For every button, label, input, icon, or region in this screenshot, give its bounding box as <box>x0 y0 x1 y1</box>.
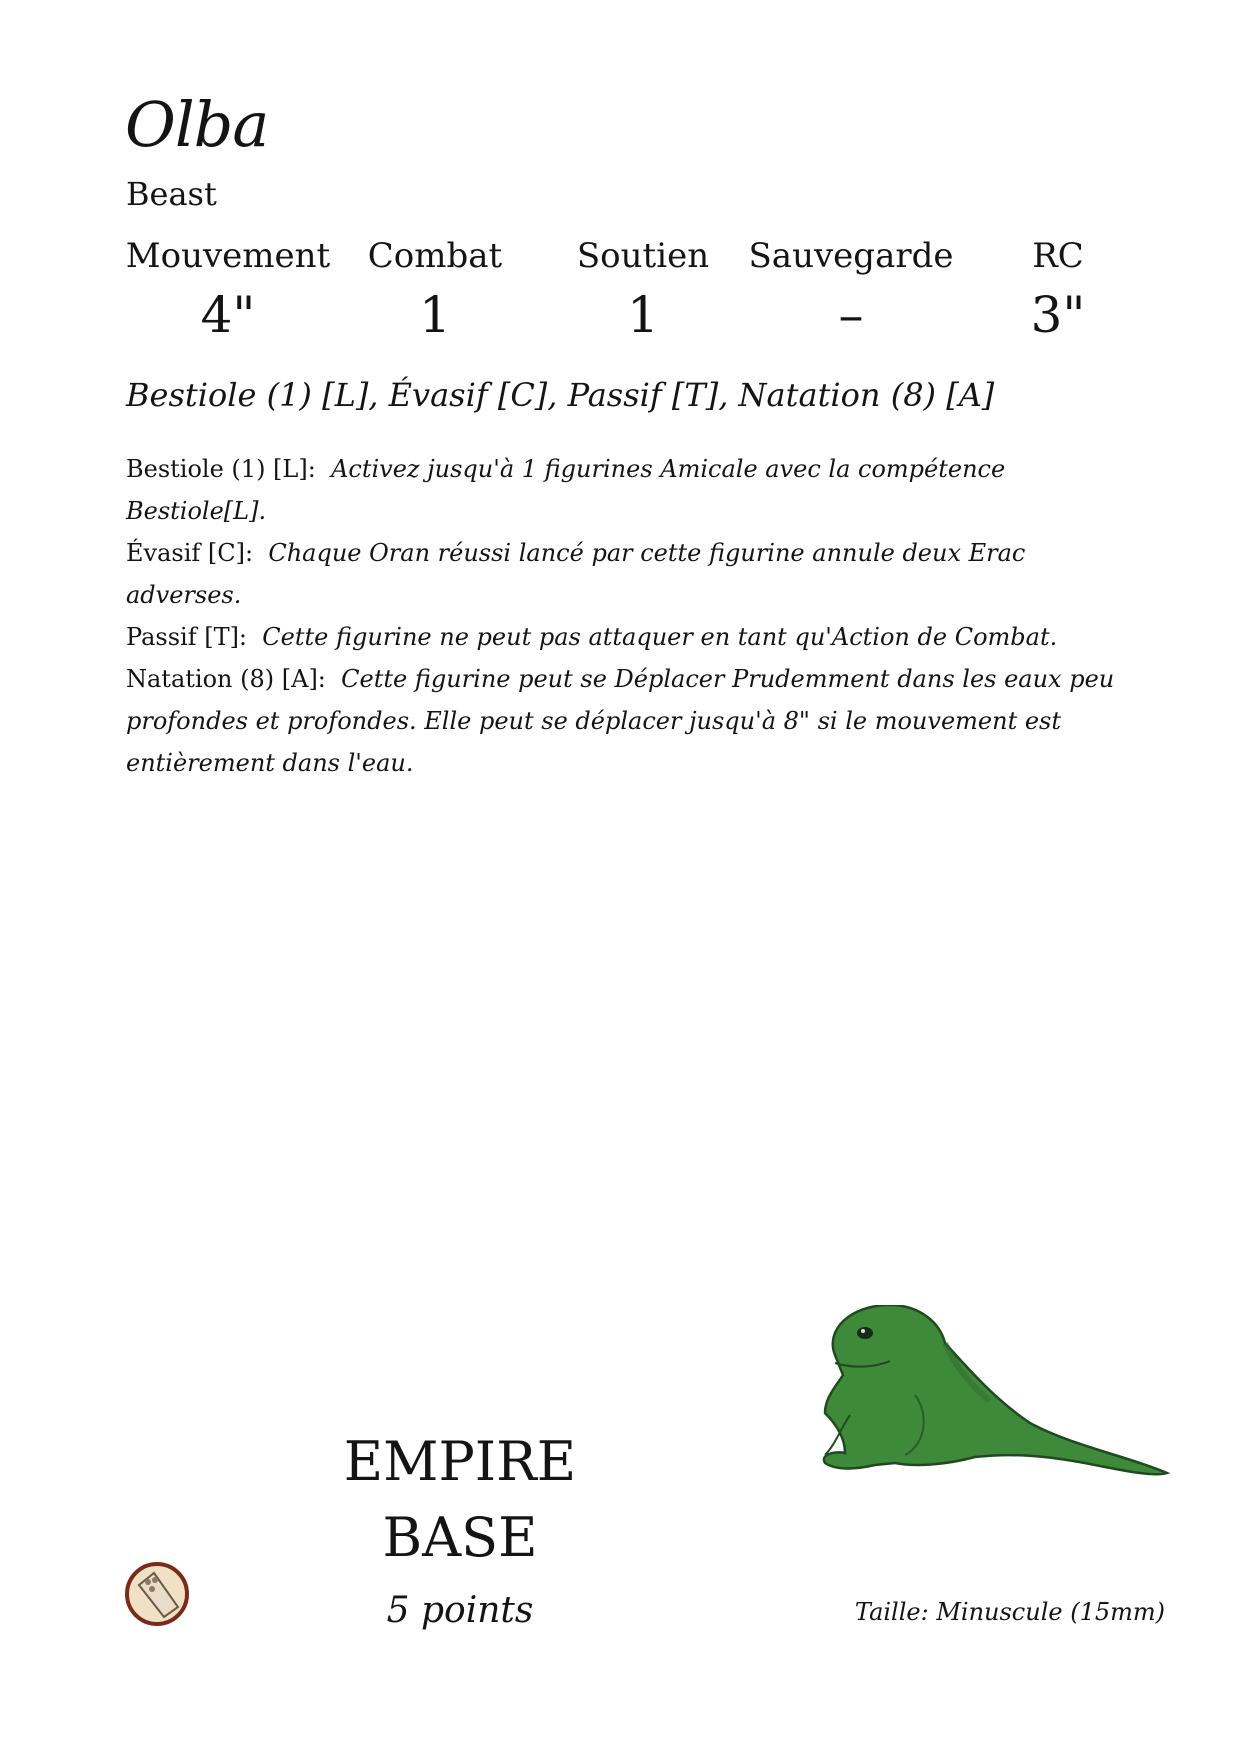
stat-value: 1 <box>627 286 659 344</box>
rule-natation <box>126 658 1126 784</box>
stats-row <box>0 236 1241 356</box>
rule-text: Activez jusqu'à 1 figurines Amicale avec la compétence Bestiole[L]. <box>126 455 1006 525</box>
hand-emblem-icon <box>124 1561 190 1627</box>
stat-label: Sauvegarde <box>748 236 954 276</box>
stat-label: RC <box>1032 236 1084 276</box>
rule-text: Chaque Oran réussi lancé par cette figurine annule deux Erac adverses. <box>126 539 1026 609</box>
card-title: Olba <box>125 88 269 161</box>
rule-name: Évasif [C]: <box>126 539 254 567</box>
rules-list <box>126 448 1126 784</box>
rule-name: Passif [T]: <box>126 623 248 651</box>
stat-label: Soutien <box>576 236 710 276</box>
stat-value: – <box>838 286 864 344</box>
stat-value: 1 <box>419 286 451 344</box>
stat-value: 3" <box>1030 286 1086 344</box>
rule-passif <box>126 616 1126 658</box>
stat-label: Mouvement <box>125 236 331 276</box>
rule-name: Natation (8) [A]: <box>126 665 326 693</box>
rule-text: Cette figurine ne peut pas attaquer en tant qu'Action de Combat. <box>262 623 1058 651</box>
rule-bestiole <box>126 448 1126 532</box>
keywords-line: Bestiole (1) [L], Évasif [C], Passif [T], Natation (8) [A] <box>126 376 995 414</box>
card-type: Beast <box>126 175 217 213</box>
points-cost: 5 points <box>386 1590 534 1631</box>
stat-rc <box>928 236 1188 344</box>
rule-evasif <box>126 532 1126 616</box>
rule-name: Bestiole (1) [L]: <box>126 455 316 483</box>
faction-name: EMPIRE <box>343 1430 577 1493</box>
list-name: BASE <box>382 1506 538 1569</box>
rule-text: Cette figurine peut se Déplacer Prudemment dans les eaux peu profondes et profondes. Elle peut se déplacer jusqu'à 8" si le mouvement est entièrement dans l'eau. <box>126 665 1115 777</box>
size-label: Taille: Minuscule (15mm) <box>854 1598 1165 1626</box>
stat-value: 4" <box>200 286 256 344</box>
toad-creature-illustration <box>795 1305 1175 1490</box>
stat-label: Combat <box>367 236 503 276</box>
